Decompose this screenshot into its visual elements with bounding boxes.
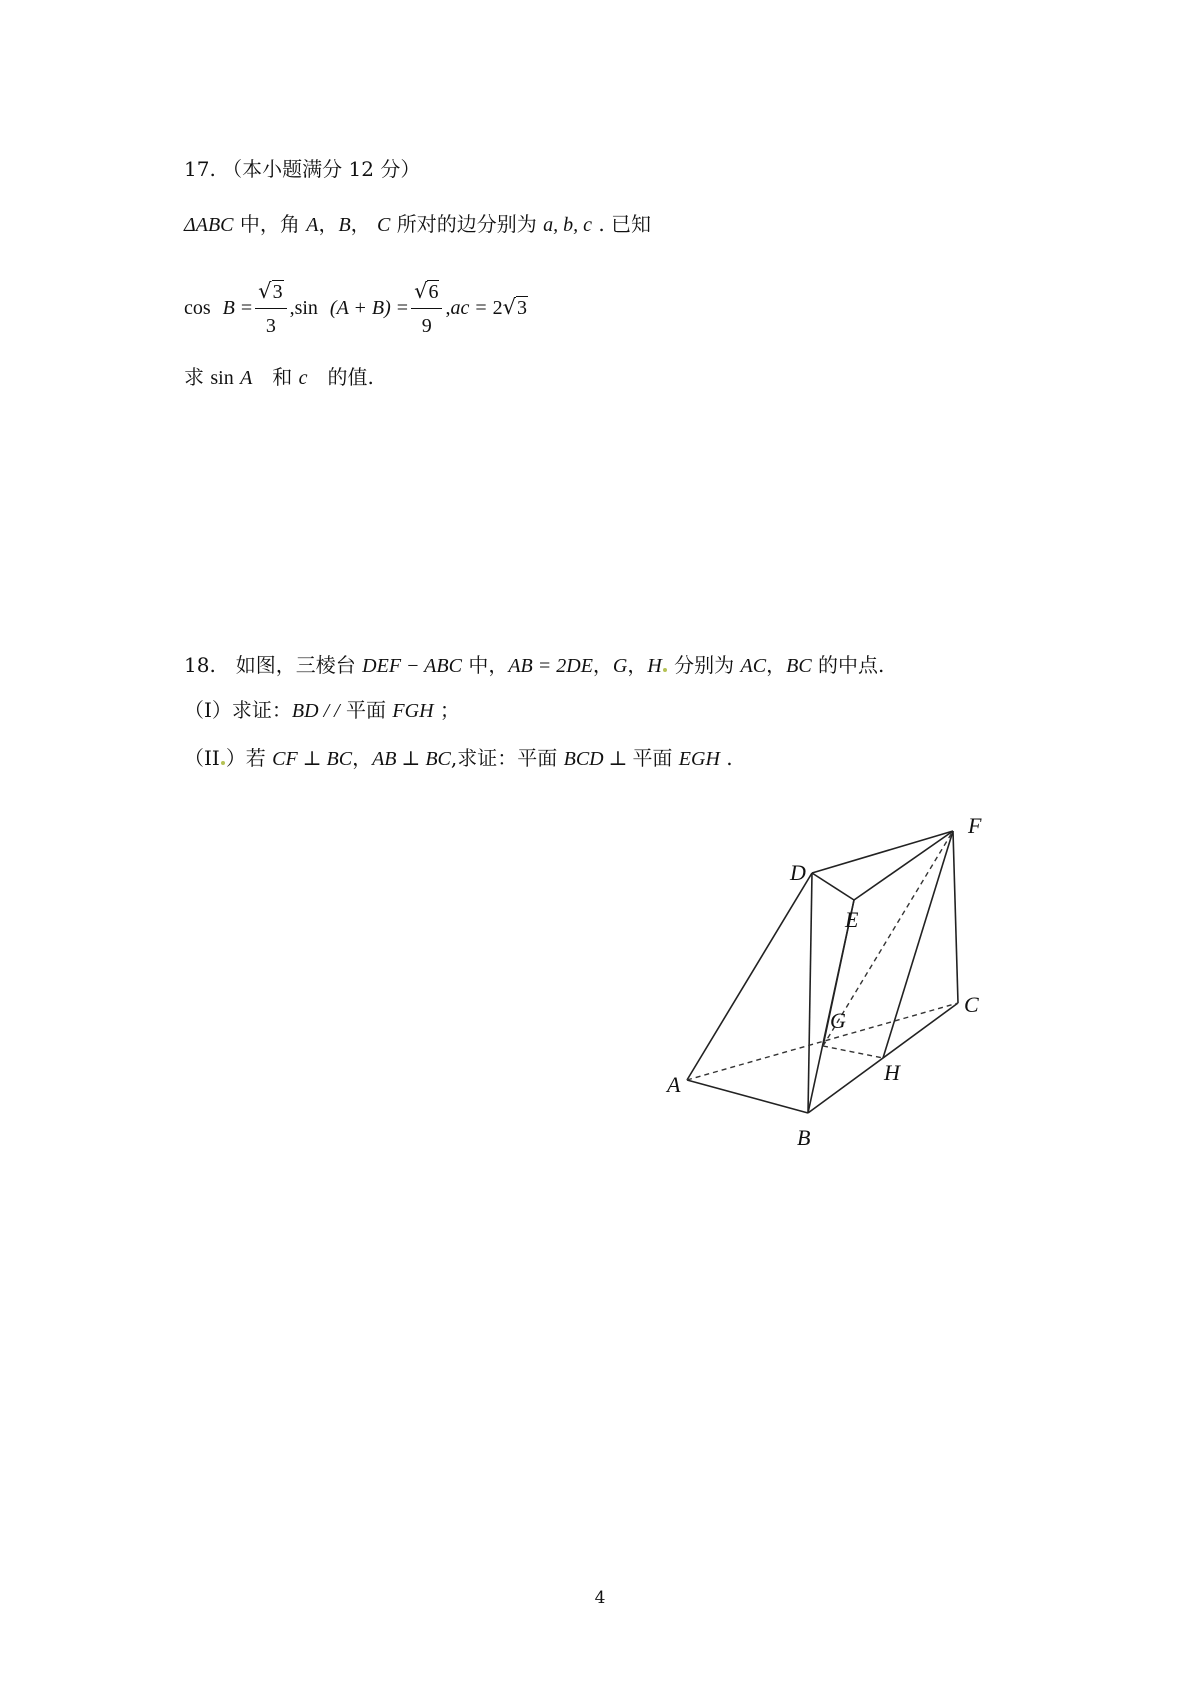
sin-fraction: $\frac{√6}{9}$ bbox=[411, 278, 442, 339]
frustum-figure bbox=[640, 790, 1020, 1160]
label-g: G bbox=[830, 1008, 846, 1033]
page-number: 4 bbox=[594, 1588, 606, 1608]
triangle-abc: ΔABC bbox=[184, 214, 234, 236]
cos-fraction: $\frac{√3}{3}$ bbox=[255, 278, 286, 339]
q18-statement: 18. 如图，三棱台 DEF − ABC 中，AB = 2DE，G，H 分别为 AC，BC 的中点. bbox=[184, 653, 885, 677]
q18-part1: （I）求证：BD / / 平面 FGH ； bbox=[184, 698, 460, 722]
label-f: F bbox=[968, 813, 982, 838]
edge-gh-hidden bbox=[823, 1046, 883, 1058]
edge-ac-hidden bbox=[687, 1003, 958, 1080]
label-c: C bbox=[964, 992, 979, 1017]
label-e: E bbox=[845, 907, 859, 932]
q17-statement: ΔABC 中，角 A，B， C 所对的边分别为 a, b, c . 已知 bbox=[184, 212, 652, 236]
label-d: D bbox=[790, 860, 806, 885]
edge-ab bbox=[687, 1080, 808, 1113]
edge-ef bbox=[854, 831, 953, 900]
label-h: H bbox=[884, 1060, 900, 1085]
q17-header: 17. （本小题满分 12 分） bbox=[184, 157, 421, 181]
scan-speck bbox=[221, 761, 225, 765]
edge-bd bbox=[808, 873, 812, 1113]
edge-de bbox=[812, 873, 854, 900]
scan-speck bbox=[663, 668, 667, 672]
label-a: A bbox=[667, 1072, 681, 1097]
q17-ask: 求 sin A 和 c 的值. bbox=[184, 365, 374, 389]
edge-fh bbox=[883, 831, 953, 1058]
edge-ad bbox=[687, 873, 812, 1080]
label-b: B bbox=[797, 1125, 811, 1150]
edge-cf bbox=[953, 831, 958, 1003]
sin-label: sin bbox=[294, 297, 318, 319]
q17-given-formula: cos B = $\frac{√3}{3}$ ,sin (A + B) = $\frac{√6}{9}$ ,ac = 2√3 bbox=[184, 279, 528, 337]
cos-label: cos bbox=[184, 297, 211, 319]
q18-part2: （II ）若 CF ⊥ BC，AB ⊥ BC,求证：平面 BCD ⊥ 平面 EGH . bbox=[184, 746, 733, 770]
sqrt-three: √3 bbox=[502, 295, 528, 319]
